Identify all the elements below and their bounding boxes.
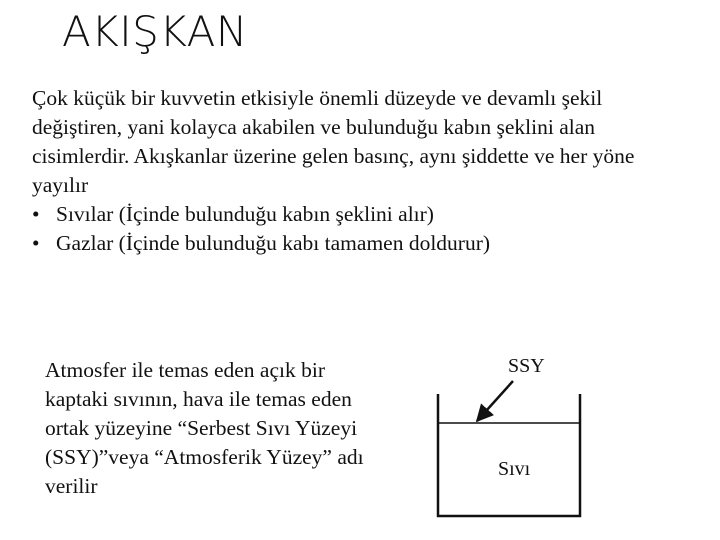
page-title: AKIŞKAN <box>62 7 248 56</box>
bullet-symbol: • <box>32 202 40 226</box>
list-item-text: Sıvılar (İçinde bulunduğu kabın şeklini alır) <box>56 202 434 226</box>
definition-text: Çok küçük bir kuvvetin etkisiyle önemli düzeyde ve devamlı şekil değiştiren, yani kolayca akabilen ve bulunduğu kabın şeklini alan cisimlerdir. Akışkanlar üzerine gelen basınç, aynı şiddette ve her yöne yayılır <box>32 86 635 197</box>
free-surface-description: Atmosfer ile temas eden açık bir kaptaki sıvının, hava ile temas eden ortak yüzeyine “Serbest Sıvı Yüzeyi (SSY)”veya “Atmosferik Yüzey” adı verilir <box>45 358 364 498</box>
surface-pointer-arrow <box>477 381 513 421</box>
container-outline <box>438 394 580 516</box>
list-item-text: Gazlar (İçinde bulunduğu kabı tamamen doldurur) <box>56 231 491 255</box>
liquid-label: Sıvı <box>498 458 531 480</box>
ssy-label: SSY <box>508 355 545 377</box>
bullet-symbol: • <box>32 231 40 255</box>
